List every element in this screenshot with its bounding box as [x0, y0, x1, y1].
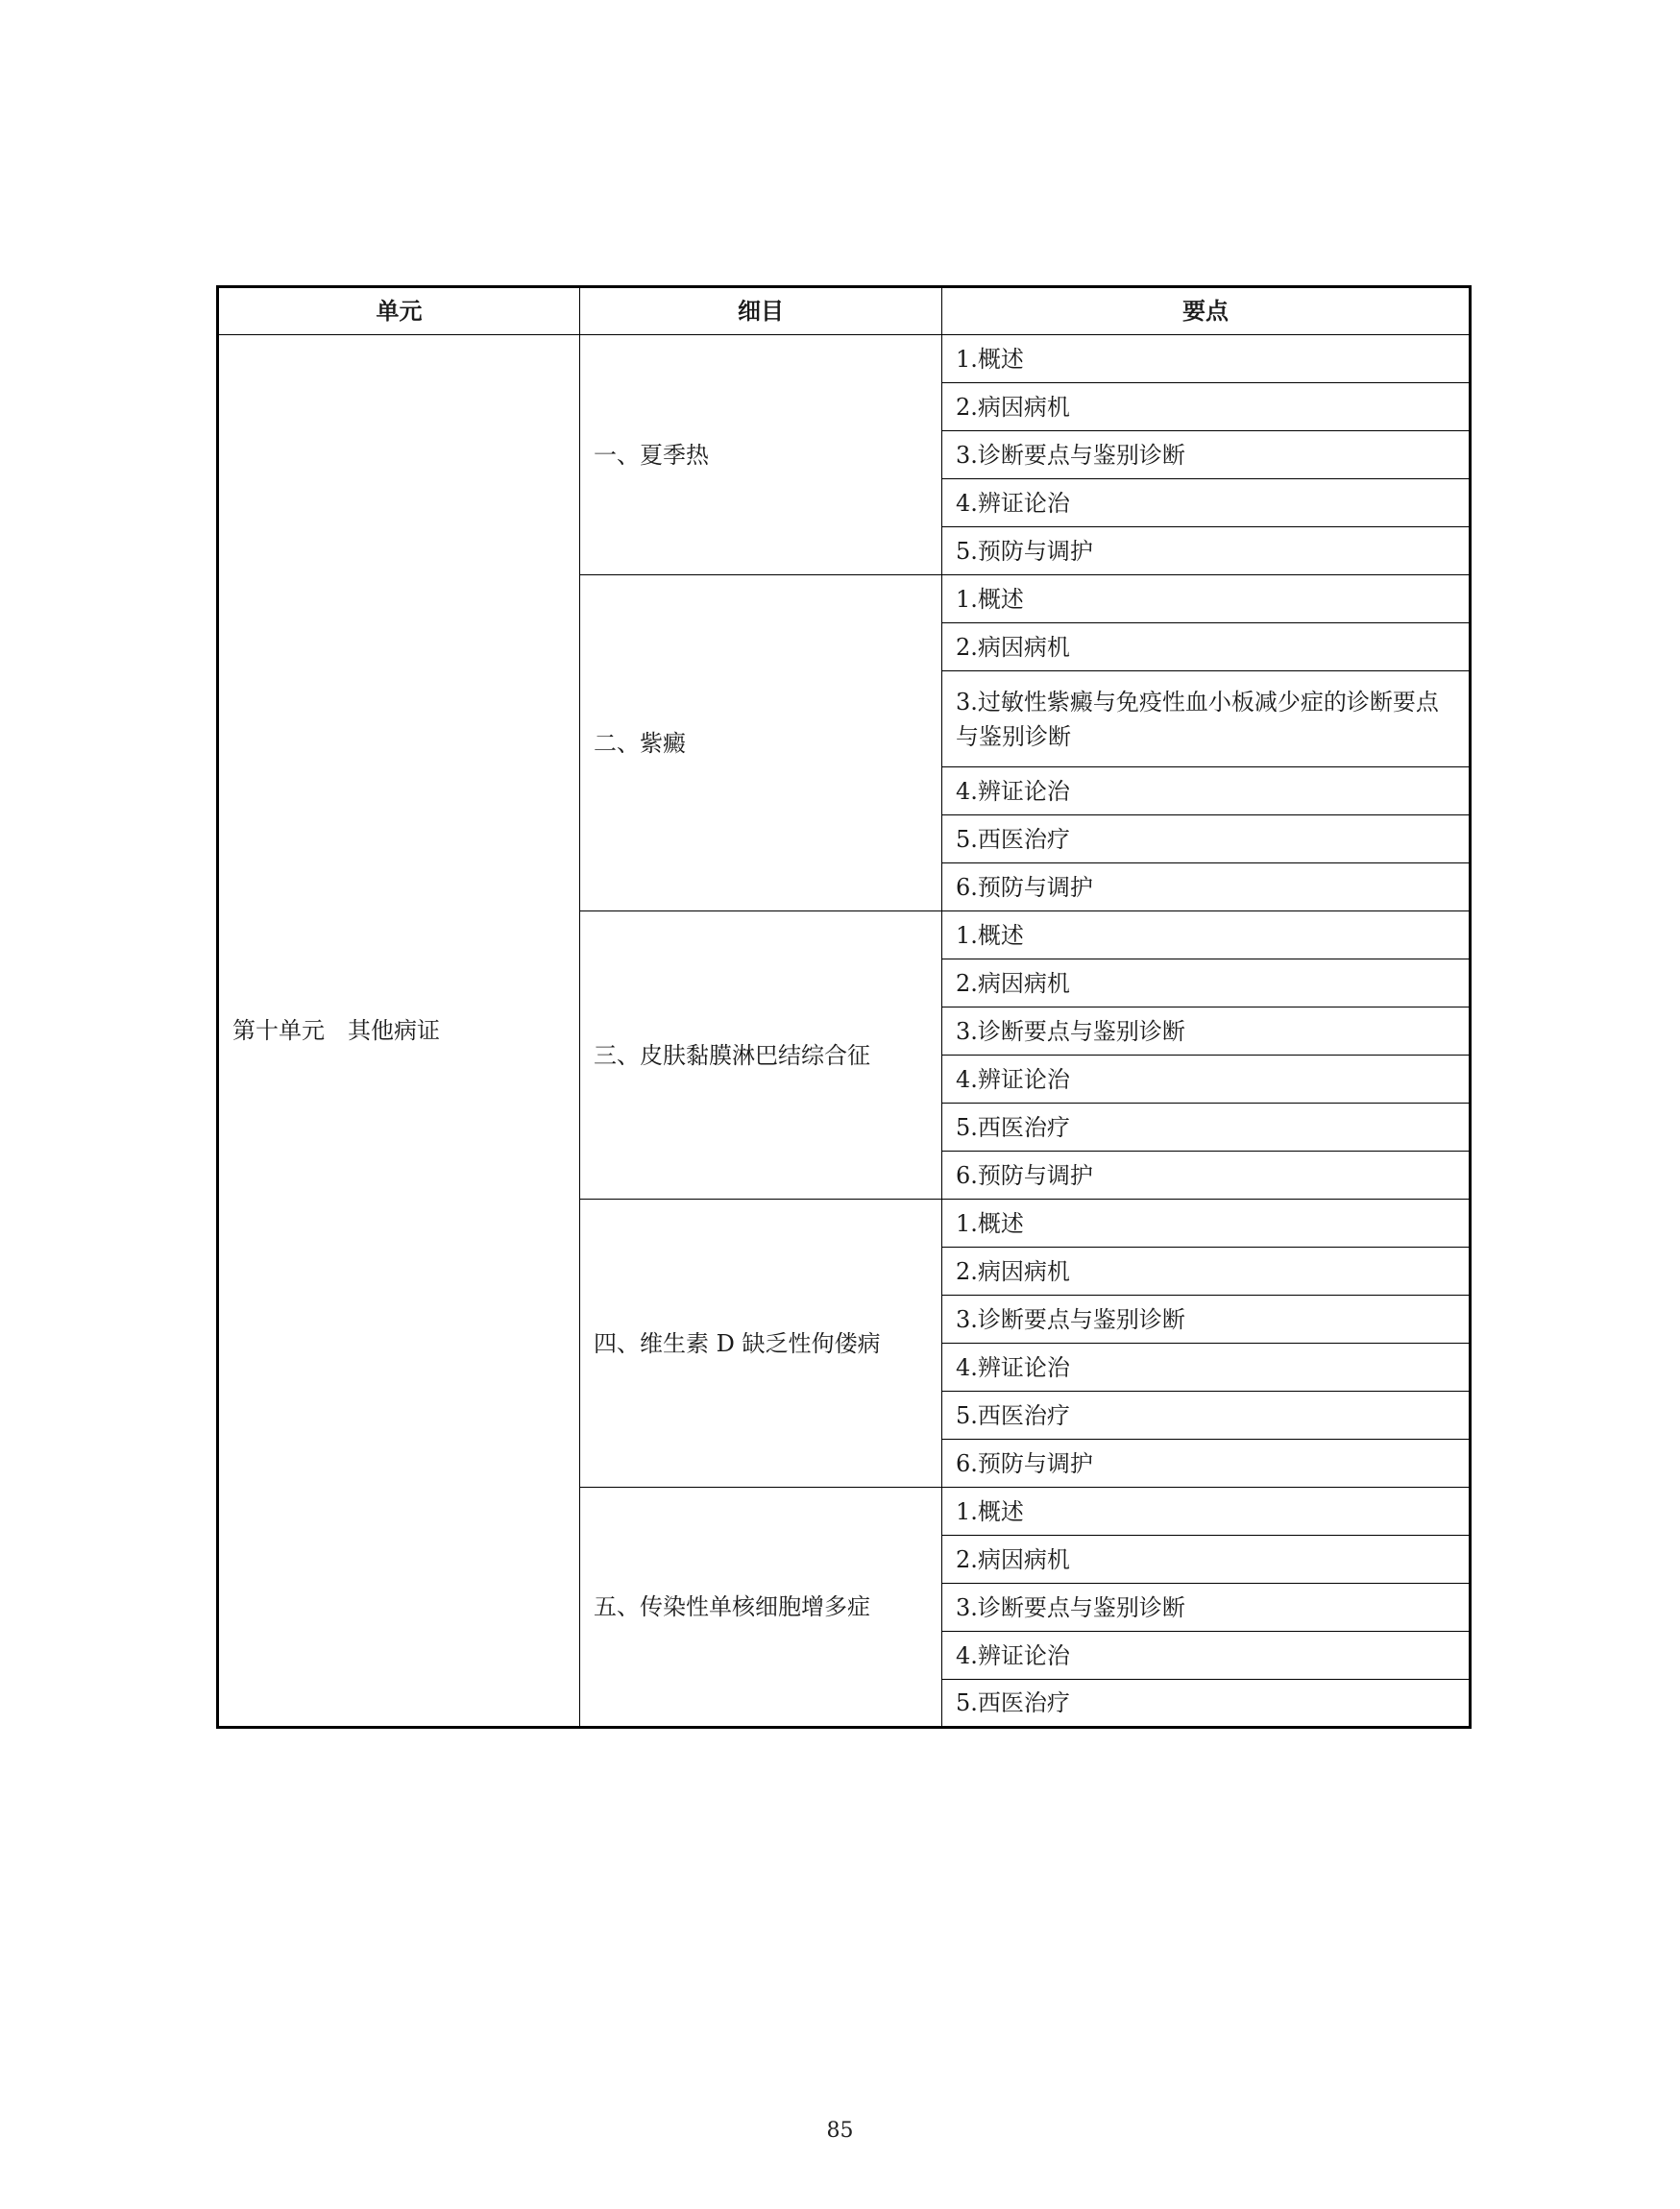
point-cell: 3.过敏性紫癜与免疫性血小板减少症的诊断要点与鉴别诊断 — [942, 671, 1471, 767]
point-cell: 4.辨证论治 — [942, 767, 1471, 815]
point-cell: 4.辨证论治 — [942, 479, 1471, 527]
item-cell: 三、皮肤黏膜淋巴结综合征 — [580, 911, 942, 1200]
point-cell: 4.辨证论治 — [942, 1632, 1471, 1680]
unit-cell: 第十单元 其他病证 — [218, 335, 580, 1728]
point-cell: 2.病因病机 — [942, 623, 1471, 671]
point-cell: 4.辨证论治 — [942, 1056, 1471, 1104]
header-point: 要点 — [942, 287, 1471, 335]
point-cell: 1.概述 — [942, 911, 1471, 959]
page-number: 85 — [826, 2119, 854, 2143]
point-cell: 5.预防与调护 — [942, 527, 1471, 575]
item-cell: 一、夏季热 — [580, 335, 942, 575]
point-cell: 3.诊断要点与鉴别诊断 — [942, 1584, 1471, 1632]
point-cell: 6.预防与调护 — [942, 1440, 1471, 1488]
header-unit: 单元 — [218, 287, 580, 335]
header-item: 细目 — [580, 287, 942, 335]
point-cell: 2.病因病机 — [942, 1248, 1471, 1296]
point-cell: 1.概述 — [942, 1488, 1471, 1536]
point-cell: 4.辨证论治 — [942, 1344, 1471, 1392]
point-cell: 2.病因病机 — [942, 959, 1471, 1007]
item-cell: 二、紫癜 — [580, 575, 942, 911]
table-body — [218, 335, 1471, 1728]
item-cell: 五、传染性单核细胞增多症 — [580, 1488, 942, 1728]
point-cell: 1.概述 — [942, 575, 1471, 623]
point-cell: 5.西医治疗 — [942, 1680, 1471, 1728]
header-row — [218, 287, 1471, 335]
point-cell: 2.病因病机 — [942, 383, 1471, 431]
point-cell: 3.诊断要点与鉴别诊断 — [942, 1007, 1471, 1056]
table-row — [218, 335, 1471, 383]
point-cell: 6.预防与调护 — [942, 863, 1471, 911]
item-cell: 四、维生素 D 缺乏性佝偻病 — [580, 1200, 942, 1488]
outline-table — [216, 285, 1472, 1729]
table-header — [218, 287, 1471, 335]
point-cell: 5.西医治疗 — [942, 1392, 1471, 1440]
point-cell: 6.预防与调护 — [942, 1152, 1471, 1200]
point-cell: 2.病因病机 — [942, 1536, 1471, 1584]
point-cell: 5.西医治疗 — [942, 1104, 1471, 1152]
point-cell: 5.西医治疗 — [942, 815, 1471, 863]
point-cell: 3.诊断要点与鉴别诊断 — [942, 1296, 1471, 1344]
point-cell: 3.诊断要点与鉴别诊断 — [942, 431, 1471, 479]
point-cell: 1.概述 — [942, 1200, 1471, 1248]
point-cell: 1.概述 — [942, 335, 1471, 383]
